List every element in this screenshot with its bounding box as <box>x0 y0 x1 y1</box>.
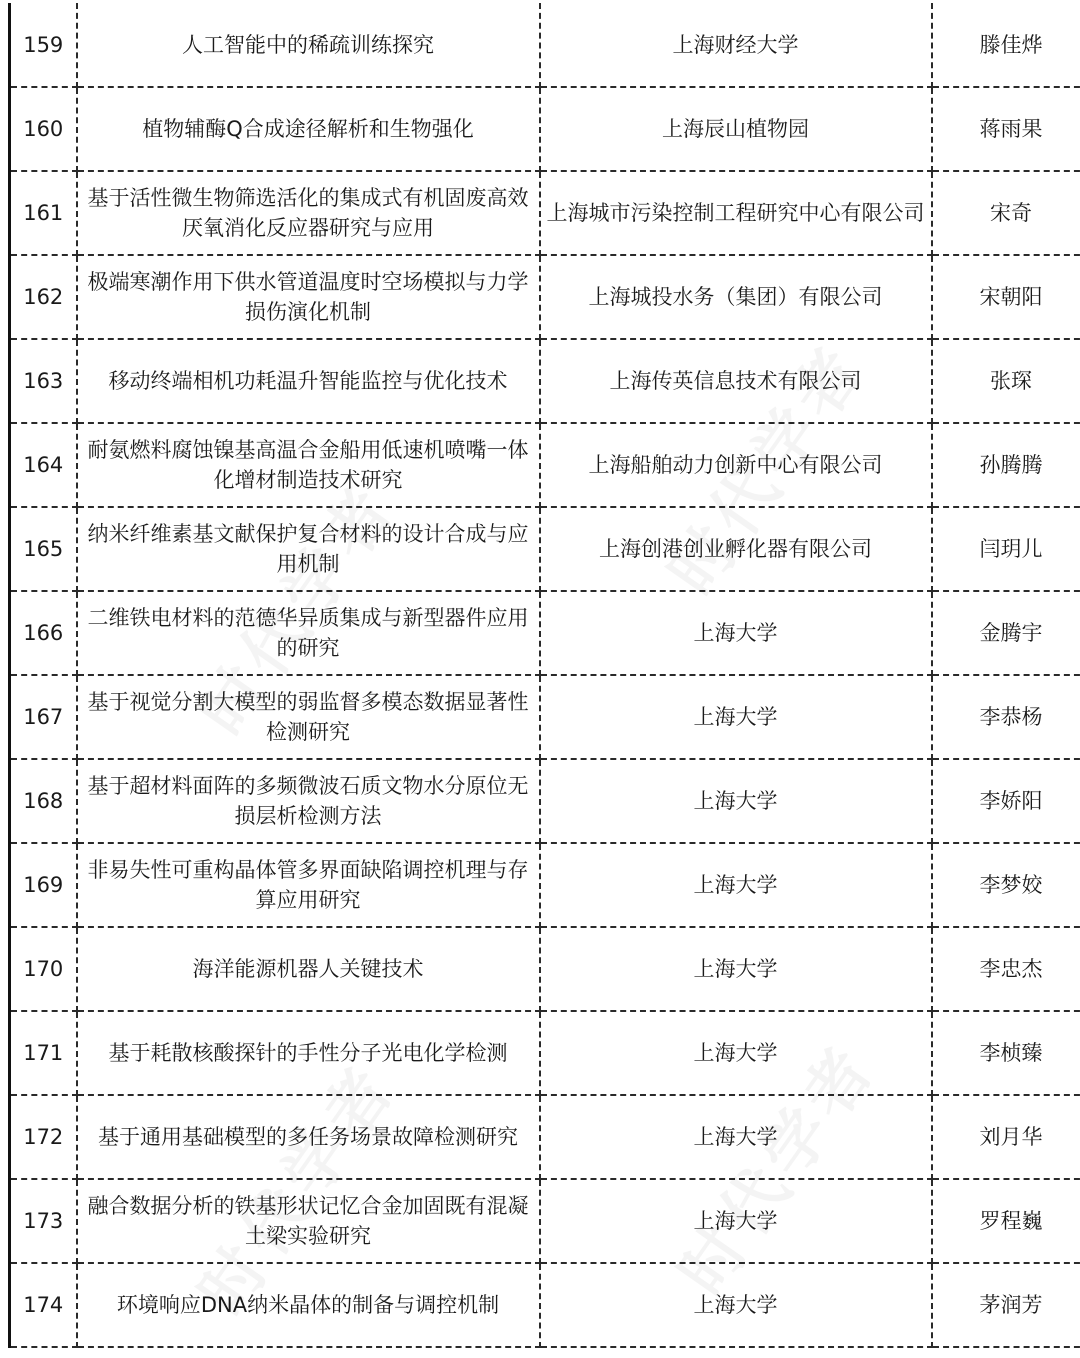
organization: 上海大学 <box>540 1263 932 1347</box>
table-row <box>10 1179 1080 1263</box>
row-number: 169 <box>10 843 77 927</box>
project-title: 非易失性可重构晶体管多界面缺陷调控机理与存算应用研究 <box>77 843 540 927</box>
organization: 上海大学 <box>540 1095 932 1179</box>
researcher-name: 刘月华 <box>932 1095 1080 1179</box>
row-number: 168 <box>10 759 77 843</box>
researcher-name: 滕佳烨 <box>932 3 1080 87</box>
project-title: 海洋能源机器人关键技术 <box>77 927 540 1011</box>
researcher-name: 张琛 <box>932 339 1080 423</box>
row-number: 164 <box>10 423 77 507</box>
researcher-name: 李梦姣 <box>932 843 1080 927</box>
organization: 上海城市污染控制工程研究中心有限公司 <box>540 171 932 255</box>
row-number: 160 <box>10 87 77 171</box>
row-number: 170 <box>10 927 77 1011</box>
project-title: 移动终端相机功耗温升智能监控与优化技术 <box>77 339 540 423</box>
table-row <box>10 1263 1080 1347</box>
table-row <box>10 423 1080 507</box>
table-row <box>10 87 1080 171</box>
researcher-name: 李桢臻 <box>932 1011 1080 1095</box>
project-title: 基于耗散核酸探针的手性分子光电化学检测 <box>77 1011 540 1095</box>
table-row <box>10 591 1080 675</box>
row-number: 174 <box>10 1263 77 1347</box>
researcher-name: 李忠杰 <box>932 927 1080 1011</box>
researcher-name: 宋朝阳 <box>932 255 1080 339</box>
project-title: 人工智能中的稀疏训练探究 <box>77 3 540 87</box>
table-row <box>10 255 1080 339</box>
researcher-name: 闫玥儿 <box>932 507 1080 591</box>
organization: 上海财经大学 <box>540 3 932 87</box>
project-title: 基于超材料面阵的多频微波石质文物水分原位无损层析检测方法 <box>77 759 540 843</box>
row-number: 163 <box>10 339 77 423</box>
organization: 上海大学 <box>540 927 932 1011</box>
table-row <box>10 1011 1080 1095</box>
organization: 上海船舶动力创新中心有限公司 <box>540 423 932 507</box>
row-number: 165 <box>10 507 77 591</box>
researcher-name: 茅润芳 <box>932 1263 1080 1347</box>
table-row <box>10 507 1080 591</box>
table-row <box>10 3 1080 87</box>
table-row <box>10 927 1080 1011</box>
project-title: 纳米纤维素基文献保护复合材料的设计合成与应用机制 <box>77 507 540 591</box>
table-row <box>10 171 1080 255</box>
project-title: 植物辅酶Q合成途径解析和生物强化 <box>77 87 540 171</box>
row-number: 161 <box>10 171 77 255</box>
project-title: 极端寒潮作用下供水管道温度时空场模拟与力学损伤演化机制 <box>77 255 540 339</box>
organization: 上海辰山植物园 <box>540 87 932 171</box>
row-number: 171 <box>10 1011 77 1095</box>
table-row <box>10 843 1080 927</box>
organization: 上海大学 <box>540 675 932 759</box>
project-title: 二维铁电材料的范德华异质集成与新型器件应用的研究 <box>77 591 540 675</box>
project-title: 基于视觉分割大模型的弱监督多模态数据显著性检测研究 <box>77 675 540 759</box>
organization: 上海大学 <box>540 591 932 675</box>
project-title: 融合数据分析的铁基形状记忆合金加固既有混凝土梁实验研究 <box>77 1179 540 1263</box>
project-title: 基于活性微生物筛选活化的集成式有机固废高效厌氧消化反应器研究与应用 <box>77 171 540 255</box>
table-row <box>10 1095 1080 1179</box>
table-row <box>10 759 1080 843</box>
researcher-name: 孙腾腾 <box>932 423 1080 507</box>
row-number: 167 <box>10 675 77 759</box>
organization: 上海大学 <box>540 1179 932 1263</box>
researcher-name: 李恭杨 <box>932 675 1080 759</box>
row-number: 172 <box>10 1095 77 1179</box>
researcher-name: 宋奇 <box>932 171 1080 255</box>
award-list-table <box>8 3 1080 1348</box>
project-title: 基于通用基础模型的多任务场景故障检测研究 <box>77 1095 540 1179</box>
row-number: 173 <box>10 1179 77 1263</box>
row-number: 166 <box>10 591 77 675</box>
organization: 上海大学 <box>540 843 932 927</box>
organization: 上海大学 <box>540 1011 932 1095</box>
researcher-name: 李娇阳 <box>932 759 1080 843</box>
row-number: 162 <box>10 255 77 339</box>
project-title: 耐氨燃料腐蚀镍基高温合金船用低速机喷嘴一体化增材制造技术研究 <box>77 423 540 507</box>
organization: 上海大学 <box>540 759 932 843</box>
table-row <box>10 339 1080 423</box>
organization: 上海创港创业孵化器有限公司 <box>540 507 932 591</box>
organization: 上海城投水务（集团）有限公司 <box>540 255 932 339</box>
researcher-name: 罗程巍 <box>932 1179 1080 1263</box>
researcher-name: 蒋雨果 <box>932 87 1080 171</box>
row-number: 159 <box>10 3 77 87</box>
project-title: 环境响应DNA纳米晶体的制备与调控机制 <box>77 1263 540 1347</box>
table-body <box>10 3 1080 1347</box>
researcher-name: 金腾宇 <box>932 591 1080 675</box>
organization: 上海传英信息技术有限公司 <box>540 339 932 423</box>
table-row <box>10 675 1080 759</box>
